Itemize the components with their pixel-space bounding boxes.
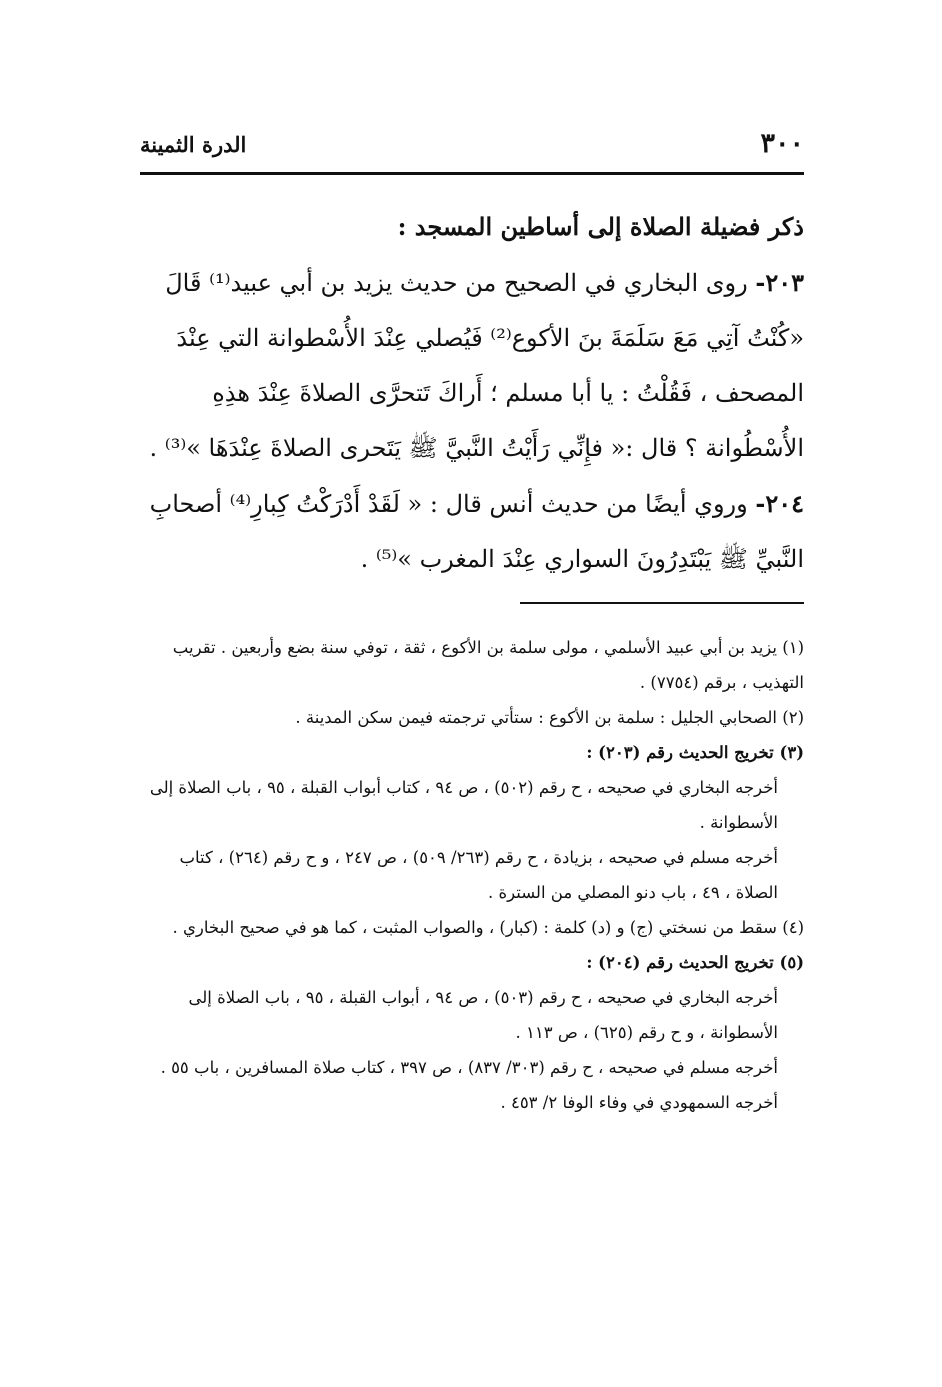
hadith-204 xyxy=(138,476,804,587)
section-heading: ذكر فضيلة الصلاة إلى أساطين المسجد : xyxy=(397,212,804,241)
footnote-3-ref-2: أخرجه مسلم في صحيحه ، بزيادة ، ح رقم (٢٦٣/ ٥٠٩) ، ص ٢٤٧ ، و ح رقم (٢٦٤) ، كتاب الصلاة ، ٤٩ ، باب دنو المصلي من السترة . xyxy=(179,848,778,902)
footnote-1: (١) يزيد بن أبي عبيد الأسلمي ، مولى سلمة بن الأكوع ، ثقة ، توفي سنة بضع وأربعين . تقريب التهذيب ، برقم (٧٧٥٤) . xyxy=(172,638,804,692)
header-rule xyxy=(140,172,804,175)
footnotes xyxy=(138,630,804,1120)
page-number: ٣٠٠ xyxy=(760,128,804,159)
hadith-203 xyxy=(138,255,804,476)
page-header xyxy=(140,128,804,164)
footnote-separator xyxy=(520,602,804,604)
footnote-5: (٥) تخريج الحديث رقم (٢٠٤) : xyxy=(586,953,804,972)
main-text xyxy=(138,205,804,587)
hadith-text: روى البخاري في الصحيح من حديث يزيد بن أبي عبيد⁽¹⁾ قَالَ «كُنْتُ آتِي مَعَ سَلَمَةَ بنَ الأكوع⁽²⁾ فَيُصلي عِنْدَ الأُسْطوانة التي عِنْدَ المصحف ، فَقُلْتُ : يا أبا مسلم ؛ أَراكَ تَتحرَّى الصلاةَ عِنْدَ هذِهِ الأُسْطُوانة ؟ قال :« فإِنِّي رَأَيْتُ النَّبيَّ ﷺ يَتَحرى الصلاةَ عِنْدَهَا »⁽³⁾ . xyxy=(149,269,804,462)
footnote-3-ref-1: أخرجه البخاري في صحيحه ، ح رقم (٥٠٢) ، ص ٩٤ ، كتاب أبواب القبلة ، ٩٥ ، باب الصلاة إلى الأسطوانة . xyxy=(149,778,778,832)
footnote-2: (٢) الصحابي الجليل : سلمة بن الأكوع : ستأتي ترجمته فيمن سكن المدينة . xyxy=(295,708,804,727)
footnote-5-ref-2: أخرجه مسلم في صحيحه ، ح رقم (٣٠٣/ ٨٣٧) ، ص ٣٩٧ ، كتاب صلاة المسافرين ، باب ٥٥ . xyxy=(160,1058,778,1077)
footnote-5-ref-3: أخرجه السمهودي في وفاء الوفا ٢/ ٤٥٣ . xyxy=(500,1093,778,1112)
hadith-number: ٢٠٣- xyxy=(755,268,804,297)
footnote-4: (٤) سقط من نسختي (ج) و (د) كلمة : (كبار) ، والصواب المثبت ، كما هو في صحيح البخاري . xyxy=(172,918,804,937)
hadith-number: ٢٠٤- xyxy=(755,489,804,518)
hadith-text: وروي أيضًا من حديث أنس قال : « لَقَدْ أَدْرَكْتُ كِبارِ⁽⁴⁾ أصحابِ النَّبيِّ ﷺ يَبْتَدِرُونَ السواري عِنْدَ المغرب »⁽⁵⁾ . xyxy=(149,490,804,573)
book-title: الدرة الثمينة xyxy=(140,132,247,157)
footnote-5-ref-1: أخرجه البخاري في صحيحه ، ح رقم (٥٠٣) ، ص ٩٤ ، أبواب القبلة ، ٩٥ ، باب الصلاة إلى الأسطوانة ، و ح رقم (٦٢٥) ، ص ١١٣ . xyxy=(188,988,778,1042)
footnote-3: (٣) تخريج الحديث رقم (٢٠٣) : xyxy=(586,743,804,762)
